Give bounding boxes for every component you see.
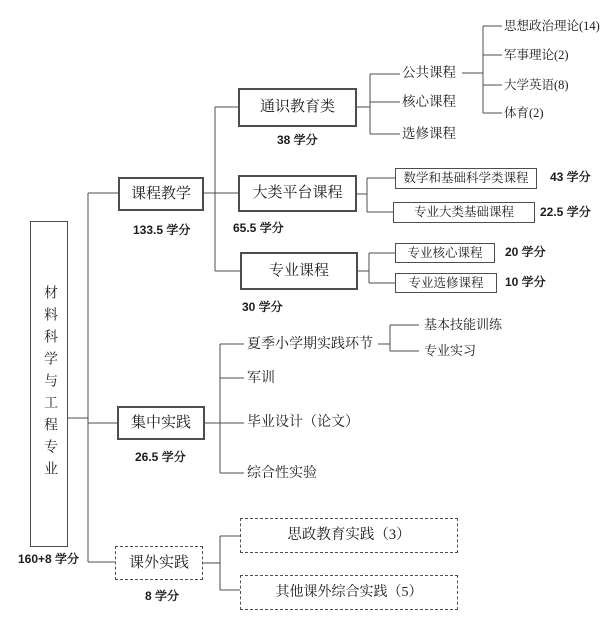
node-professional-internship: 专业实习 [424, 343, 477, 358]
node-college-english: 大学英语(8) [504, 78, 569, 92]
connector-teaching-children [204, 107, 240, 271]
credit-extracurricular-practice: 8 学分 [145, 589, 180, 603]
node-platform-courses: 大类平台课程 [238, 175, 357, 212]
credit-concentrated-practice: 26.5 学分 [135, 450, 186, 464]
node-ideological-political-theory: 思想政治理论(14) [504, 19, 600, 33]
node-major-elective-courses: 专业选修课程 [395, 273, 497, 293]
node-comprehensive-experiment: 综合性实验 [247, 466, 317, 481]
node-military-theory: 军事理论(2) [504, 48, 569, 62]
node-course-teaching: 课程教学 [118, 177, 204, 211]
credit-major-elective: 10 学分 [505, 275, 546, 289]
connector-root-trunk [68, 193, 118, 562]
credit-course-teaching: 133.5 学分 [133, 223, 191, 237]
connector-general-children [357, 74, 400, 134]
node-root-major: 材料科学与工程专业 [30, 221, 68, 547]
connector-extracurricular-children [203, 536, 240, 590]
node-basic-skills-training: 基本技能训练 [424, 317, 503, 332]
node-summer-term-practice: 夏季小学期实践环节 [247, 337, 373, 352]
connector-public-children [462, 26, 502, 113]
credit-major-basic: 22.5 学分 [540, 205, 591, 219]
credit-major-courses: 30 学分 [242, 300, 283, 314]
node-other-extracurricular-practice: 其他课外综合实践（5） [240, 575, 458, 610]
node-extracurricular-practice: 课外实践 [115, 546, 203, 580]
node-elective-courses: 选修课程 [402, 126, 456, 141]
credit-root: 160+8 学分 [18, 552, 80, 566]
node-concentrated-practice: 集中实践 [117, 406, 205, 440]
node-general-education: 通识教育类 [238, 88, 357, 127]
connector-platform-children [357, 178, 395, 212]
connector-summer-children [378, 325, 419, 351]
node-ideological-education-practice: 思政教育实践（3） [240, 518, 458, 553]
credit-general-education: 38 学分 [277, 133, 318, 147]
credit-math-basic-science: 43 学分 [550, 170, 591, 184]
connector-major-children [358, 253, 395, 283]
credit-platform-courses: 65.5 学分 [233, 221, 284, 235]
node-major-basic-courses: 专业大类基础课程 [393, 202, 535, 223]
connector-practice-children [205, 344, 244, 473]
node-core-courses: 核心课程 [402, 94, 456, 109]
node-math-basic-science-courses: 数学和基础科学类课程 [395, 168, 537, 189]
credit-major-core: 20 学分 [505, 245, 546, 259]
node-major-core-courses: 专业核心课程 [395, 243, 495, 263]
node-graduation-design-thesis: 毕业设计（论文） [247, 415, 359, 430]
node-major-courses: 专业课程 [240, 252, 358, 290]
node-public-courses: 公共课程 [402, 65, 456, 80]
node-physical-education: 体育(2) [504, 106, 544, 120]
node-military-training: 军训 [247, 371, 275, 386]
